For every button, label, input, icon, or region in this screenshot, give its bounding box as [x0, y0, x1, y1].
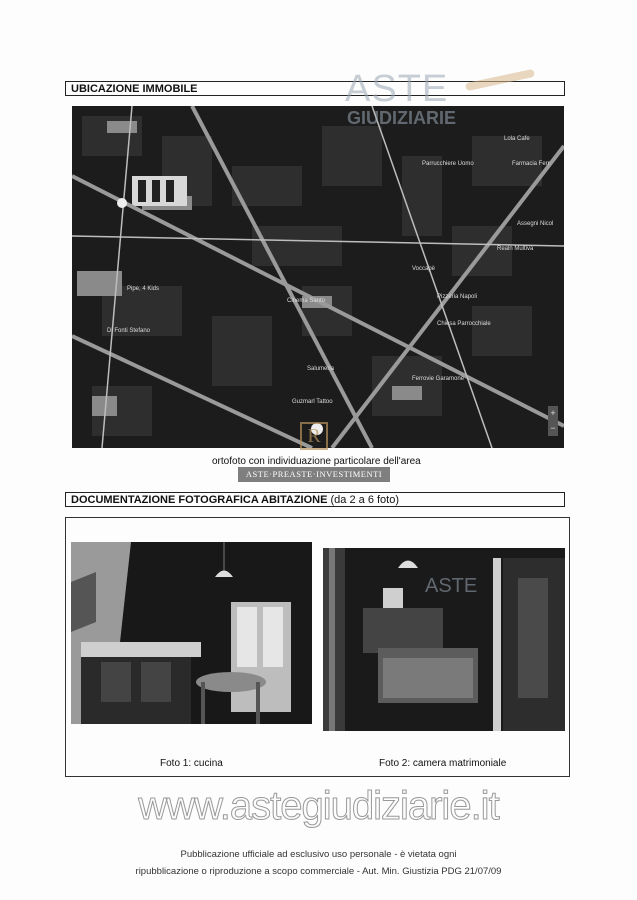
section-title-note: (da 2 a 6 foto) — [330, 494, 400, 506]
photo-caption-2: Foto 2: camera matrimoniale — [379, 758, 507, 769]
map-label: Salumeria — [307, 366, 335, 372]
aste-watermark — [345, 68, 545, 138]
photo-kitchen — [71, 542, 312, 724]
svg-text:−: − — [550, 423, 556, 433]
map-label: Guzmarl Tattoo — [292, 399, 333, 405]
center-logo-watermark — [238, 422, 390, 484]
gavel-icon — [465, 69, 535, 91]
map-label: Farmacia Ferr — [512, 161, 550, 167]
map-caption: ortofoto con individuazione particolare dell'area — [212, 456, 421, 467]
logo-mark-icon: R — [300, 422, 328, 450]
section-title: UBICAZIONE IMMOBILE — [71, 83, 198, 95]
map-label: Ferrovie Garamone — [412, 376, 465, 382]
map-label: Di Fonti Stefano — [107, 328, 151, 334]
watermark-giudiziarie: GIUDIZIARIE — [347, 108, 457, 128]
logo-text: ASTE·PREASTE·INVESTIMENTI — [238, 467, 390, 482]
map-label: Pipe, 4 Kids — [127, 286, 160, 292]
map-label: Cinema Santo — [287, 298, 326, 304]
site-watermark: www.astegiudiziarie.it — [138, 784, 499, 828]
map-label: Pizzeria Napoli — [437, 294, 478, 300]
section-title-bold: DOCUMENTAZIONE FOTOGRAFICA ABITAZIONE — [71, 494, 328, 506]
watermark-aste: ASTE — [345, 68, 449, 110]
svg-text:+: + — [550, 408, 556, 418]
footer-line-2: ripubblicazione o riproduzione a scopo commerciale - Aut. Min. Giustizia PDG 21/07/09 — [135, 866, 502, 877]
section-header-documentazione — [65, 492, 565, 507]
watermark-aste-small: ASTE — [425, 575, 478, 597]
footer-line-1: Pubblicazione ufficiale ad esclusivo uso personale - è vietata ogni — [180, 849, 457, 860]
map-label: Parrucchiere Uomo — [422, 161, 474, 167]
map-label: Realn Multiva — [497, 246, 534, 252]
map-label: Lola Cafe — [504, 136, 530, 142]
map-label: Voccapè — [412, 266, 436, 272]
aerial-map — [72, 106, 564, 448]
map-graphic — [72, 106, 564, 448]
photo-caption-1: Foto 1: cucina — [160, 758, 223, 769]
map-label: Chiesa Parrocchiale — [437, 321, 491, 327]
map-label: Assegni Nicol — [517, 221, 554, 227]
